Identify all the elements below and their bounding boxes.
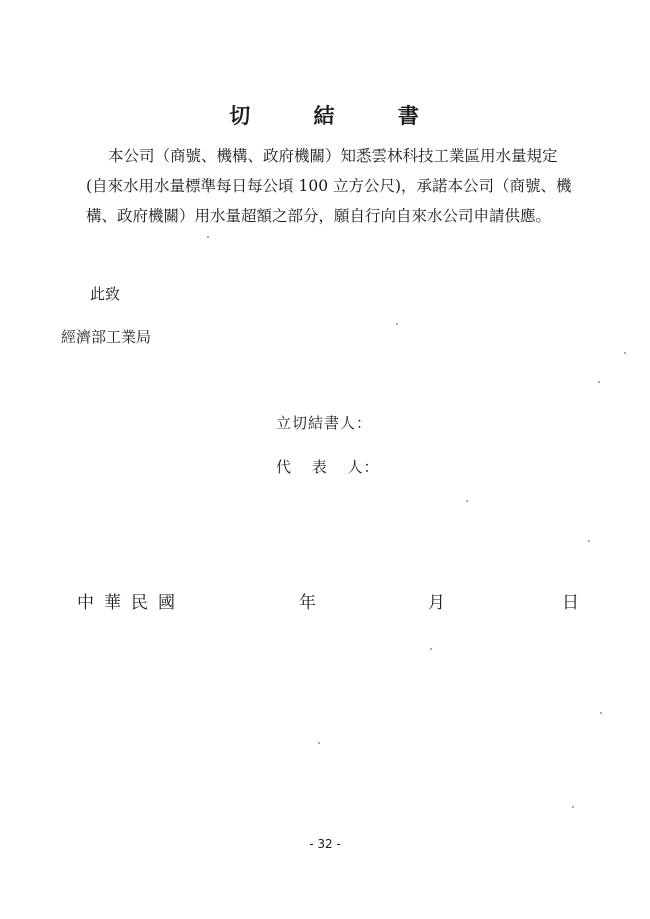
- page-number: - 32 -: [309, 837, 341, 851]
- body-line-1: 本公司（商號、機構、政府機關）知悉雲林科技工業區用水量規定: [108, 147, 558, 165]
- date-month: 月: [428, 593, 445, 613]
- scan-speck: [600, 712, 602, 714]
- scan-speck: [207, 236, 209, 238]
- scan-speck: [624, 352, 626, 354]
- title-char: 切: [229, 103, 253, 128]
- scan-speck: [396, 323, 398, 325]
- date-day: 日: [562, 593, 579, 613]
- date-era: 中華民國: [77, 593, 185, 613]
- representative-label: 代 表 人：: [276, 458, 380, 476]
- date-year: 年: [299, 593, 316, 613]
- document-title: [0, 100, 650, 130]
- body-line-2: (自來水用水量標準每日每公頃 100 立方公尺)，承諾本公司（商號、機: [86, 177, 572, 195]
- recipient: 經濟部工業局: [61, 328, 152, 346]
- scan-speck: [588, 540, 590, 542]
- scan-speck: [598, 381, 600, 383]
- scan-speck: [466, 500, 468, 502]
- scan-speck: [318, 742, 320, 744]
- title-char: 結: [313, 103, 337, 128]
- date-line: [0, 588, 650, 612]
- closing-phrase: 此致: [90, 285, 121, 303]
- scan-speck: [572, 806, 574, 808]
- scan-speck: [430, 648, 432, 650]
- body-line-3: 構、政府機關）用水量超額之部分，願自行向自來水公司申請供應。: [86, 207, 552, 225]
- title-char: 書: [397, 103, 421, 128]
- signer-label: 立切結書人：: [276, 414, 373, 432]
